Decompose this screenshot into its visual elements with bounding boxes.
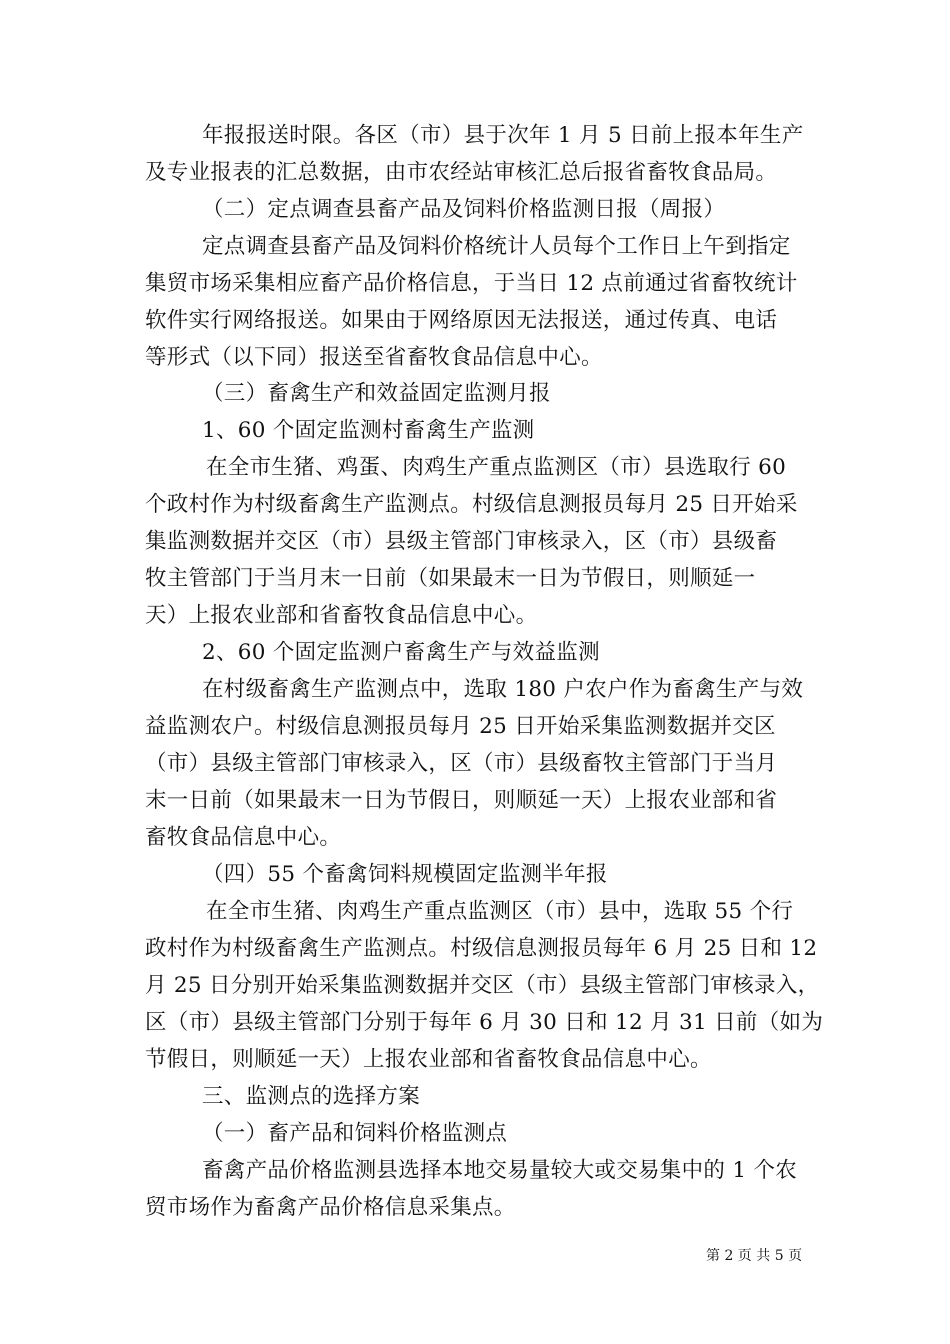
page-number-footer: 第 2 页 共 5 页 (706, 1248, 803, 1264)
text-line: 畜禽产品价格监测县选择本地交易量较大或交易集中的 1 个农 (202, 1158, 798, 1183)
text-line: 在全市生猪、肉鸡生产重点监测区（市）县中，选取 55 个行 (206, 899, 794, 924)
section-heading: （一）畜产品和饲料价格监测点 (202, 1121, 508, 1146)
text-line: 贸市场作为畜禽产品价格信息采集点。 (145, 1195, 516, 1220)
section-heading: （四）55 个畜禽饲料规模固定监测半年报 (202, 862, 608, 887)
text-line: 在全市生猪、鸡蛋、肉鸡生产重点监测区（市）县选取行 60 (206, 455, 787, 480)
chapter-heading: 三、监测点的选择方案 (202, 1084, 421, 1109)
text-line: 区（市）县级主管部门分别于每年 6 月 30 日和 12 月 31 日前（如为 (145, 1010, 824, 1035)
section-heading: （三）畜禽生产和效益固定监测月报 (202, 381, 551, 406)
section-heading: （二）定点调查县畜产品及饲料价格监测日报（周报） (202, 197, 726, 222)
text-line: 集贸市场采集相应畜产品价格信息，于当日 12 点前通过省畜牧统计 (145, 271, 798, 296)
text-line: 节假日，则顺延一天）上报农业部和省畜牧食品信息中心。 (145, 1047, 712, 1072)
text-line: 末一日前（如果最末一日为节假日，则顺延一天）上报农业部和省 (145, 788, 778, 813)
text-line: 天）上报农业部和省畜牧食品信息中心。 (145, 603, 538, 628)
text-line: 个政村作为村级畜禽生产监测点。村级信息测报员每月 25 日开始采 (145, 492, 798, 517)
text-line: 月 25 日分别开始采集监测数据并交区（市）县级主管部门审核录入， (145, 973, 820, 998)
text-line: （市）县级主管部门审核录入，区（市）县级畜牧主管部门于当月 (145, 751, 778, 776)
text-line: 定点调查县畜产品及饲料价格统计人员每个工作日上午到指定 (202, 234, 791, 259)
subsection-heading: 2、60 个固定监测户畜禽生产与效益监测 (202, 640, 600, 665)
text-line: 在村级畜禽生产监测点中，选取 180 户农户作为畜禽生产与效 (202, 677, 804, 702)
subsection-heading: 1、60 个固定监测村畜禽生产监测 (202, 418, 535, 443)
text-line: 益监测农户。村级信息测报员每月 25 日开始采集监测数据并交区 (145, 714, 776, 739)
text-line: 集监测数据并交区（市）县级主管部门审核录入，区（市）县级畜 (145, 529, 778, 554)
text-line: 畜牧食品信息中心。 (145, 825, 342, 850)
text-line: 等形式（以下同）报送至省畜牧食品信息中心。 (145, 345, 603, 370)
text-line: 政村作为村级畜禽生产监测点。村级信息测报员每年 6 月 25 日和 12 (145, 936, 818, 961)
text-line: 软件实行网络报送。如果由于网络原因无法报送，通过传真、电话 (145, 308, 778, 333)
text-line: 年报报送时限。各区（市）县于次年 1 月 5 日前上报本年生产 (202, 123, 804, 148)
text-line: 及专业报表的汇总数据，由市农经站审核汇总后报省畜牧食品局。 (145, 160, 778, 185)
text-line: 牧主管部门于当月末一日前（如果最末一日为节假日，则顺延一 (145, 566, 756, 591)
